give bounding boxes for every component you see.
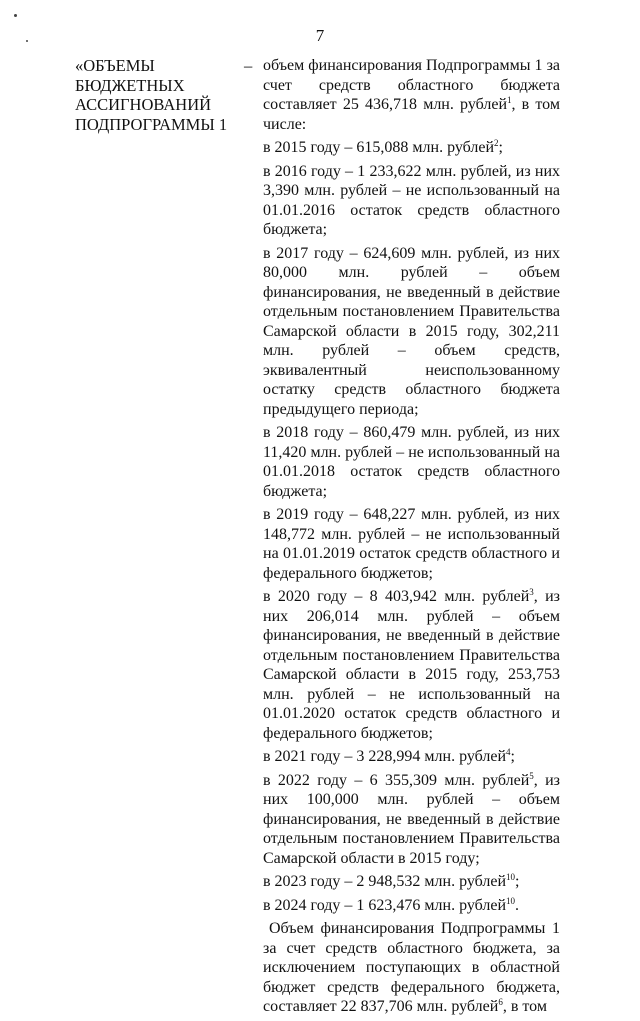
paragraph-text: в 2020 году – 8 403,942 млн. рублей bbox=[263, 588, 530, 605]
paragraph-text: Объем финансирования Подпрограммы 1 за счет средств областного бюджета, за исключением поступающих в областной бюджет средств федерального бюджета, составляет 22 837,706 млн. рублей bbox=[263, 920, 560, 1015]
paragraph-year-2018 bbox=[263, 423, 560, 501]
paragraph-total bbox=[263, 56, 560, 134]
paragraph-year-2015 bbox=[263, 138, 560, 158]
paragraph-tail: , из них 206,014 млн. рублей – объем финансирования, не введенный в действие отдельным постановлением Правительства Самарской области в 2015 году, 253,753 млн. рублей – не использованный на 01.01.2020 остаток средств областного и федерального бюджетов; bbox=[263, 588, 560, 742]
paragraph-text: в 2019 году – 648,227 млн. рублей, из них 148,772 млн. рублей – не использованный на 01.01.2019 остаток средств областного и федерального бюджетов; bbox=[263, 506, 560, 582]
paragraph-tail: ; bbox=[515, 873, 520, 890]
paragraph-year-2022 bbox=[263, 771, 560, 869]
paragraph-text: объем финансирования Подпрограммы 1 за счет средств областного бюджета составляет 25 436,718 млн. рублей bbox=[263, 57, 560, 113]
footnote-mark: 10 bbox=[506, 872, 516, 882]
paragraph-year-2017 bbox=[263, 244, 560, 420]
footnote-mark: 4 bbox=[506, 747, 511, 757]
financing-text bbox=[263, 56, 560, 1021]
paragraph-tail: ; bbox=[510, 748, 515, 765]
scan-speck bbox=[26, 40, 28, 42]
paragraph-year-2023 bbox=[263, 872, 560, 892]
paragraph-year-2024 bbox=[263, 896, 560, 916]
paragraph-tail: . bbox=[515, 896, 520, 914]
paragraph-text: в 2018 году – 860,479 млн. рублей, из них 11,420 млн. рублей – не использованный на 01.01.2018 остаток средств областного бюджета; bbox=[263, 424, 560, 500]
page-number: 7 bbox=[315, 26, 325, 45]
heading-line: АССИГНОВАНИЙ bbox=[75, 95, 212, 114]
list-dash: – bbox=[244, 56, 253, 75]
paragraph-tail: ; bbox=[498, 139, 503, 156]
paragraph-text: в 2015 году – 615,088 млн. рублей bbox=[263, 139, 495, 156]
paragraph-text: в 2021 году – 3 228,994 млн. рублей bbox=[263, 748, 507, 765]
paragraph-tail: , в том числе: bbox=[263, 96, 560, 133]
heading-line: ПОДПРОГРАММЫ 1 bbox=[75, 114, 228, 134]
footnote-mark: 1 bbox=[507, 95, 512, 105]
footnote-mark: 10 bbox=[506, 895, 516, 906]
paragraph-text: в 2024 году – 1 623,476 млн. рублей bbox=[263, 896, 507, 914]
paragraph-year-2019 bbox=[263, 505, 560, 583]
paragraph-tail: , из них 100,000 млн. рублей – объем финансирования, не введенный в действие отдельным постановлением Правительства Самарской области в 2015 году; bbox=[263, 771, 560, 867]
paragraph-tail: , в том bbox=[502, 998, 547, 1015]
heading-line: БЮДЖЕТНЫХ bbox=[75, 75, 185, 95]
scan-speck bbox=[14, 14, 17, 17]
heading-line: «ОБЪЕМЫ bbox=[75, 56, 155, 75]
paragraph-text: в 2022 году – 6 355,309 млн. рублей bbox=[263, 771, 530, 789]
section-heading bbox=[75, 56, 235, 134]
paragraph-year-2016 bbox=[263, 162, 560, 240]
paragraph-text: в 2017 году – 624,609 млн. рублей, из них 80,000 млн. рублей – объем финансирования, не введенный в действие отдельным постановлением Правительства Самарской области в 2015 году, 302,211 млн. рублей – объем средств, эквивалентный неиспользованному остатку средств областного бюджета предыдущего периода; bbox=[263, 244, 560, 418]
footnote-mark: 5 bbox=[529, 770, 534, 781]
paragraph-year-2021 bbox=[263, 747, 560, 767]
footnote-mark: 6 bbox=[498, 997, 503, 1007]
footnote-mark: 3 bbox=[529, 587, 534, 597]
paragraph-year-2020 bbox=[263, 587, 560, 743]
paragraph-regional-budget bbox=[263, 919, 560, 1017]
paragraph-text: в 2016 году – 1 233,622 млн. рублей, из них 3,390 млн. рублей – не использованный на 01.01.2016 остаток средств областного бюджета; bbox=[263, 162, 560, 238]
footnote-mark: 2 bbox=[494, 138, 499, 148]
paragraph-text: в 2023 году – 2 948,532 млн. рублей bbox=[263, 873, 507, 890]
